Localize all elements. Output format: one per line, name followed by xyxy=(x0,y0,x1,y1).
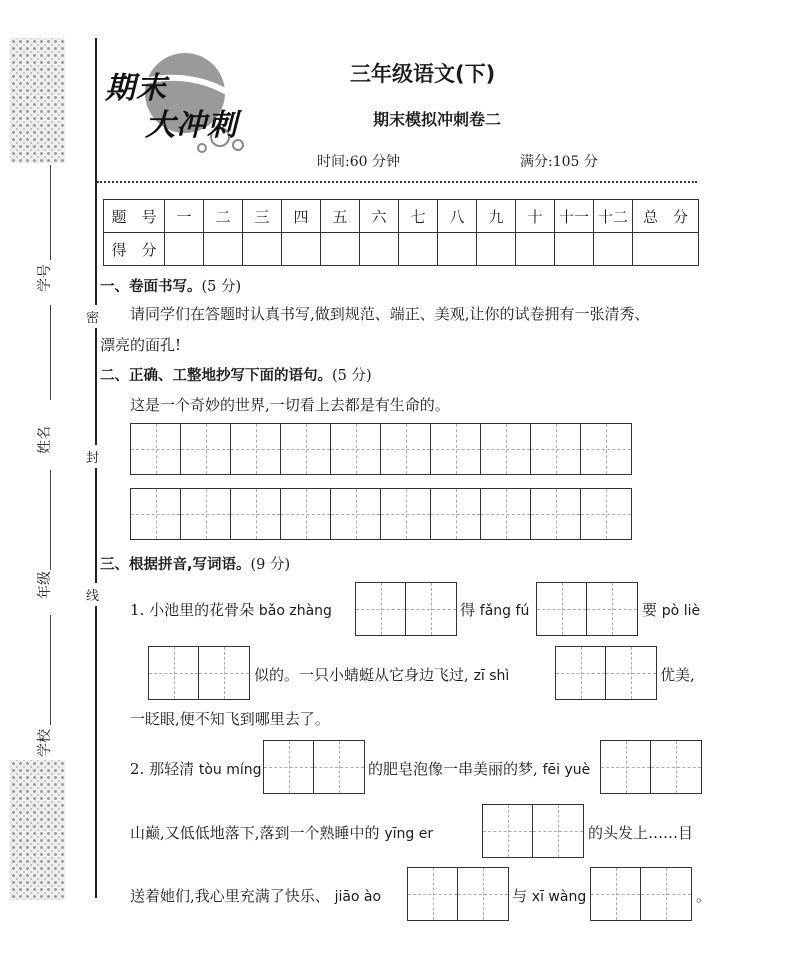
pinyin-bao-zhang: bǎo zhàng xyxy=(258,603,332,619)
score-table-header-row xyxy=(104,200,699,233)
margin-label-school: 学校 xyxy=(37,729,53,757)
writing-cell xyxy=(281,424,331,474)
q2-text-4: 的头发上……目 xyxy=(588,824,694,842)
writing-cell xyxy=(581,489,631,539)
writing-cell xyxy=(331,489,381,539)
writing-cell xyxy=(531,489,581,539)
writing-cell xyxy=(531,424,581,474)
q2-text-2: 的肥皂泡像一串美丽的梦, fēi yuè xyxy=(368,760,591,778)
score-col-7: 七 xyxy=(399,200,438,233)
answer-box-fei-yue[interactable] xyxy=(600,740,702,794)
score-table-label: 题 号 xyxy=(104,200,165,233)
binding-mark-seal: 密 xyxy=(86,305,99,328)
margin-label-student-id: 学号 xyxy=(37,264,53,292)
writing-cell xyxy=(431,424,481,474)
answer-box-ying-er[interactable] xyxy=(482,804,584,858)
section-3-points: (9 分) xyxy=(250,557,291,573)
answer-cell xyxy=(356,583,406,635)
q2-text-6: 与 xī wàng xyxy=(512,887,587,905)
margin-rule-3 xyxy=(50,470,51,570)
decorative-pattern-top xyxy=(10,38,65,163)
pinyin-ying-er: yīng er xyxy=(384,826,434,842)
score-col-2: 二 xyxy=(204,200,243,233)
section-2-points: (5 分) xyxy=(332,368,372,384)
section-1-text-line-2: 漂亮的面孔! xyxy=(100,336,182,354)
answer-cell xyxy=(264,741,314,793)
answer-cell xyxy=(406,583,456,635)
score-col-8: 八 xyxy=(438,200,477,233)
q1-text-5: 优美, xyxy=(660,666,695,684)
answer-cell xyxy=(458,868,508,920)
answer-box-po-lie[interactable] xyxy=(148,646,250,700)
writing-cell xyxy=(581,424,631,474)
writing-cell xyxy=(481,489,531,539)
score-cell[interactable] xyxy=(516,233,555,266)
section-2-heading xyxy=(100,364,372,385)
pinyin-xi-wang: xī wàng xyxy=(531,889,587,905)
exam-full-score: 满分:105 分 xyxy=(520,154,598,170)
answer-box-bao-zhang[interactable] xyxy=(355,582,457,636)
score-table-score-row xyxy=(104,233,699,266)
score-cell[interactable] xyxy=(555,233,594,266)
logo-text-2: 大冲刺 xyxy=(145,108,238,143)
binding-mark-close: 封 xyxy=(86,445,99,468)
q2-text-5: 送着她们,我心里充满了快乐、 jiāo ào xyxy=(130,887,382,905)
pinyin-fei-yue: fēi yuè xyxy=(542,762,591,778)
score-cell[interactable] xyxy=(360,233,399,266)
score-cell[interactable] xyxy=(477,233,516,266)
score-cell[interactable] xyxy=(399,233,438,266)
binding-line xyxy=(95,38,97,898)
q2-text-1: 2. 那轻清 tòu míng xyxy=(130,760,262,778)
q1-text-3: 要 pò liè xyxy=(642,601,701,619)
score-table xyxy=(103,199,699,266)
q1-text-4: 似的。一只小蜻蜓从它身边飞过, zī shì xyxy=(254,666,510,684)
answer-cell xyxy=(533,805,583,857)
score-cell[interactable] xyxy=(282,233,321,266)
page-title: 三年级语文(下) xyxy=(350,62,496,86)
answer-box-xi-wang[interactable] xyxy=(590,867,692,921)
score-col-10: 十 xyxy=(516,200,555,233)
answer-cell xyxy=(199,647,249,699)
score-col-4: 四 xyxy=(282,200,321,233)
writing-cell xyxy=(231,489,281,539)
answer-cell xyxy=(641,868,691,920)
pinyin-jiao-ao: jiāo ào xyxy=(334,889,382,905)
pinyin-po-lie: pò liè xyxy=(661,603,701,619)
answer-cell xyxy=(587,583,637,635)
writing-cell xyxy=(481,424,531,474)
score-cell[interactable] xyxy=(165,233,204,266)
section-1-text-line-1: 请同学们在答题时认真书写,做到规范、端正、美观,让你的试卷拥有一张清秀、 xyxy=(130,305,650,323)
section-2-title: 二、正确、工整地抄写下面的语句。 xyxy=(100,368,332,384)
logo-text-1: 期末 xyxy=(105,71,167,106)
answer-cell xyxy=(606,647,656,699)
answer-cell xyxy=(149,647,199,699)
answer-cell xyxy=(537,583,587,635)
writing-cell xyxy=(381,424,431,474)
writing-cell xyxy=(131,489,181,539)
answer-cell xyxy=(314,741,364,793)
section-1-title: 一、卷面书写。 xyxy=(100,279,202,295)
exam-time: 时间:60 分钟 xyxy=(317,154,400,170)
writing-cell xyxy=(431,489,481,539)
answer-cell xyxy=(601,741,651,793)
score-cell[interactable] xyxy=(243,233,282,266)
score-cell[interactable] xyxy=(321,233,360,266)
writing-cell xyxy=(181,489,231,539)
pinyin-fang-fu: fǎng fú xyxy=(479,603,530,619)
section-3-title: 三、根据拼音,写词语。 xyxy=(100,557,251,573)
binding-mark-line: 线 xyxy=(86,583,99,606)
section-1-points: (5 分) xyxy=(201,279,242,295)
answer-cell xyxy=(483,805,533,857)
pinyin-zi-shi: zī shì xyxy=(473,668,510,684)
score-cell[interactable] xyxy=(438,233,477,266)
writing-cell xyxy=(131,424,181,474)
score-col-11: 十一 xyxy=(555,200,594,233)
writing-cell xyxy=(281,489,331,539)
header-divider xyxy=(97,181,697,183)
answer-cell xyxy=(556,647,606,699)
section-1-heading xyxy=(100,275,241,296)
score-cell-total[interactable] xyxy=(633,233,699,266)
score-cell[interactable] xyxy=(594,233,633,266)
score-col-5: 五 xyxy=(321,200,360,233)
score-col-12: 十二 xyxy=(594,200,633,233)
section-3-heading xyxy=(100,553,290,574)
decorative-pattern-bottom xyxy=(10,760,65,900)
q1-text-6: 一眨眼,便不知飞到哪里去了。 xyxy=(130,710,330,728)
q2-text-3: 山巅,又低低地落下,落到一个熟睡中的 yīng er xyxy=(130,824,434,842)
writing-cell xyxy=(381,489,431,539)
margin-label-grade: 年级 xyxy=(37,571,53,599)
writing-grid-row-2[interactable] xyxy=(130,488,632,540)
score-col-9: 九 xyxy=(477,200,516,233)
writing-grid-row-1[interactable] xyxy=(130,423,632,475)
score-col-3: 三 xyxy=(243,200,282,233)
score-col-total: 总 分 xyxy=(633,200,699,233)
answer-box-jiao-ao[interactable] xyxy=(407,867,509,921)
score-row-label: 得 分 xyxy=(104,233,165,266)
margin-rule-2 xyxy=(50,305,51,400)
answer-box-fang-fu[interactable] xyxy=(536,582,638,636)
page-subtitle: 期末模拟冲刺卷二 xyxy=(373,110,502,129)
q2-text-7: 。 xyxy=(696,887,712,905)
q1-text-2: 得 fǎng fú xyxy=(460,601,530,619)
pinyin-tou-ming: tòu míng xyxy=(198,762,262,778)
writing-cell xyxy=(231,424,281,474)
q1-text-1: 1. 小池里的花骨朵 bǎo zhàng xyxy=(130,601,332,619)
score-cell[interactable] xyxy=(204,233,243,266)
writing-cell xyxy=(181,424,231,474)
score-col-1: 一 xyxy=(165,200,204,233)
score-col-6: 六 xyxy=(360,200,399,233)
margin-label-name: 姓名 xyxy=(37,426,53,454)
writing-cell xyxy=(331,424,381,474)
answer-cell xyxy=(591,868,641,920)
margin-rule-4 xyxy=(50,615,51,725)
answer-box-tou-ming[interactable] xyxy=(263,740,365,794)
answer-cell xyxy=(408,868,458,920)
logo xyxy=(100,45,260,160)
margin-rule-1 xyxy=(50,165,51,260)
answer-cell xyxy=(651,741,701,793)
copy-sentence: 这是一个奇妙的世界,一切看上去都是有生命的。 xyxy=(130,396,450,414)
answer-box-zi-shi[interactable] xyxy=(555,646,657,700)
